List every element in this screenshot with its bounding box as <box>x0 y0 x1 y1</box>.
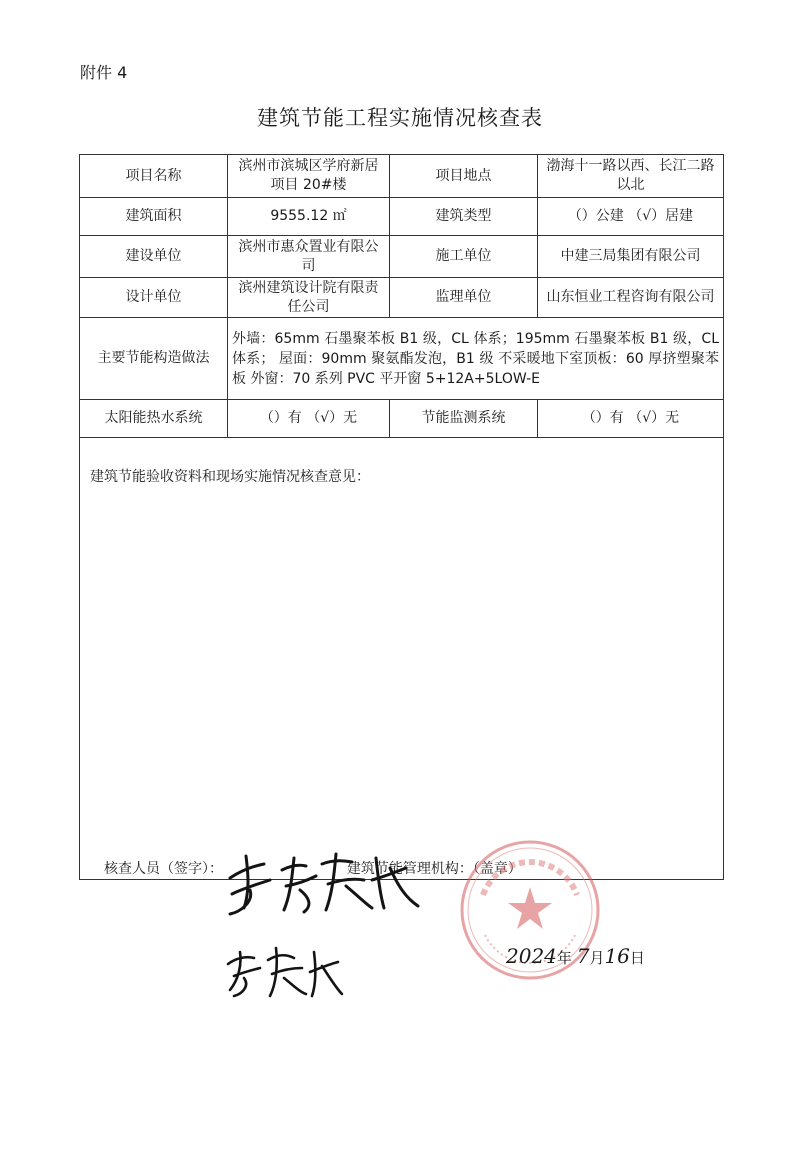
date-year-unit: 年 <box>556 949 572 967</box>
inspection-form-table <box>79 154 724 880</box>
design-unit-label: 设计单位 <box>80 278 228 318</box>
monitoring-label: 节能监测系统 <box>390 400 538 438</box>
date-day: 16 <box>604 944 630 968</box>
project-name-value: 滨州市滨城区学府新居项目 20#楼 <box>228 155 390 198</box>
solar-label: 太阳能热水系统 <box>80 400 228 438</box>
table-row <box>80 278 724 318</box>
construction-unit-label: 建设单位 <box>80 236 228 278</box>
project-location-value: 渤海十一路以西、长江二路以北 <box>538 155 724 198</box>
supervision-label: 监理单位 <box>390 278 538 318</box>
table-row <box>80 198 724 236</box>
project-name-label: 项目名称 <box>80 155 228 198</box>
date-year: 2024 <box>506 944 557 968</box>
date-month: 7 <box>576 944 590 968</box>
supervision-value: 山东恒业工程咨询有限公司 <box>538 278 724 318</box>
building-area-label: 建筑面积 <box>80 198 228 236</box>
date-day-unit: 日 <box>629 949 645 967</box>
energy-method-value: 外墙：65mm 石墨聚苯板 B1 级，CL 体系；195mm 石墨聚苯板 B1 级，CL 体系； 屋面：90mm 聚氨酯发泡，B1 级 不采暖地下室顶板：60 厚挤塑聚苯板 外窗：70 系列 PVC 平开窗 5+12A+5LOW-E <box>228 318 724 400</box>
table-row <box>80 438 724 880</box>
attachment-label: 附件 4 <box>80 63 128 82</box>
table-row <box>80 318 724 400</box>
table-row <box>80 400 724 438</box>
project-location-label: 项目地点 <box>390 155 538 198</box>
design-unit-value: 滨州建筑设计院有限责任公司 <box>228 278 390 318</box>
opinion-label: 建筑节能验收资料和现场实施情况核查意见： <box>90 469 370 485</box>
construction-unit-value: 滨州市惠众置业有限公司 <box>228 236 390 278</box>
agency-label: 建筑节能管理机构：（盖章） <box>346 861 522 877</box>
building-area-value: 9555.12 ㎡ <box>228 198 390 236</box>
solar-value: （）有 （√）无 <box>228 400 390 438</box>
monitoring-value: （）有 （√）无 <box>538 400 724 438</box>
building-type-value: （）公建 （√）居建 <box>538 198 724 236</box>
date-line <box>506 944 645 968</box>
table-row <box>80 236 724 278</box>
handwritten-signatures <box>220 850 480 1150</box>
contractor-label: 施工单位 <box>390 236 538 278</box>
contractor-value: 中建三局集团有限公司 <box>538 236 724 278</box>
table-row <box>80 155 724 198</box>
energy-method-label: 主要节能构造做法 <box>80 318 228 400</box>
document-title: 建筑节能工程实施情况核查表 <box>257 106 543 130</box>
opinion-cell <box>80 438 724 880</box>
building-type-label: 建筑类型 <box>390 198 538 236</box>
date-month-unit: 月 <box>589 949 605 967</box>
inspector-label: 核查人员（签字）： <box>104 861 223 877</box>
